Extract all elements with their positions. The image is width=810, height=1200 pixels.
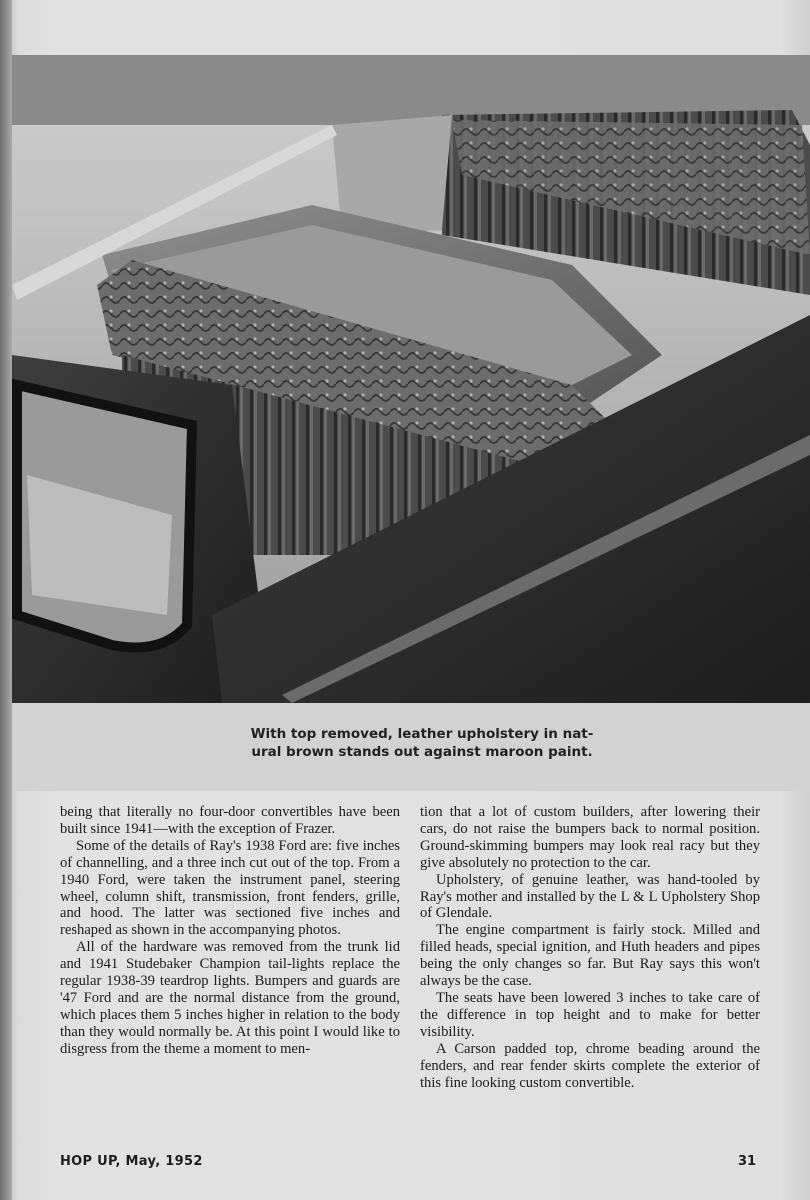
paragraph: The engine compartment is fairly stock. Milled and filled heads, special ignition, and Huth headers and pipes being the only changes so far. But Ray says this won't always be the case. xyxy=(420,922,760,990)
publication-footer: HOP UP, May, 1952 xyxy=(60,1154,203,1169)
article-column-left xyxy=(60,804,400,1058)
paragraph: tion that a lot of custom builders, after lowering their cars, do not raise the bumpers back to normal position. Ground-skimming bumpers may look real racy but they give absolutely no protection to the car. xyxy=(420,804,760,871)
paragraph: Some of the details of Ray's 1938 Ford are: five inches of channelling, and a three inch cut out of the top. From a 1940 Ford, were taken the instrument panel, steering wheel, column shift, transmission, front fenders, grille, and hood. The latter was sectioned five inches and reshaped as shown in the accompanying photos. xyxy=(60,837,400,939)
paragraph: The seats have been lowered 3 inches to take care of the difference in top height and to make for better visibility. xyxy=(420,989,760,1040)
caption-text xyxy=(172,725,672,761)
caption-line-1: With top removed, leather upholstery in nat- xyxy=(250,726,594,742)
page-spine-shadow xyxy=(0,0,12,1200)
paragraph: All of the hardware was removed from the trunk lid and 1941 Studebaker Champion tail-lights replace the regular 1938-39 teardrop lights. Bumpers and guards are '47 Ford and are the normal distance from the ground, which places them 5 inches higher in relation to the body than they would normally be. At this point I would like to disgress from the theme a moment to men- xyxy=(60,939,400,1057)
car-interior-photo xyxy=(12,55,810,703)
article-column-right xyxy=(420,804,760,1091)
paragraph: A Carson padded top, chrome beading around the fenders, and rear fender skirts complete the exterior of this fine looking custom convertible. xyxy=(420,1040,760,1091)
photo-caption xyxy=(12,703,810,791)
paragraph: being that literally no four-door convertibles have been built since 1941—with the exception of Frazer. xyxy=(60,804,400,837)
caption-line-2: ural brown stands out against maroon paint. xyxy=(251,744,593,760)
paragraph: Upholstery, of genuine leather, was hand-tooled by Ray's mother and installed by the L & L Upholstery Shop of Glendale. xyxy=(420,871,760,922)
page-number: 31 xyxy=(738,1154,757,1169)
